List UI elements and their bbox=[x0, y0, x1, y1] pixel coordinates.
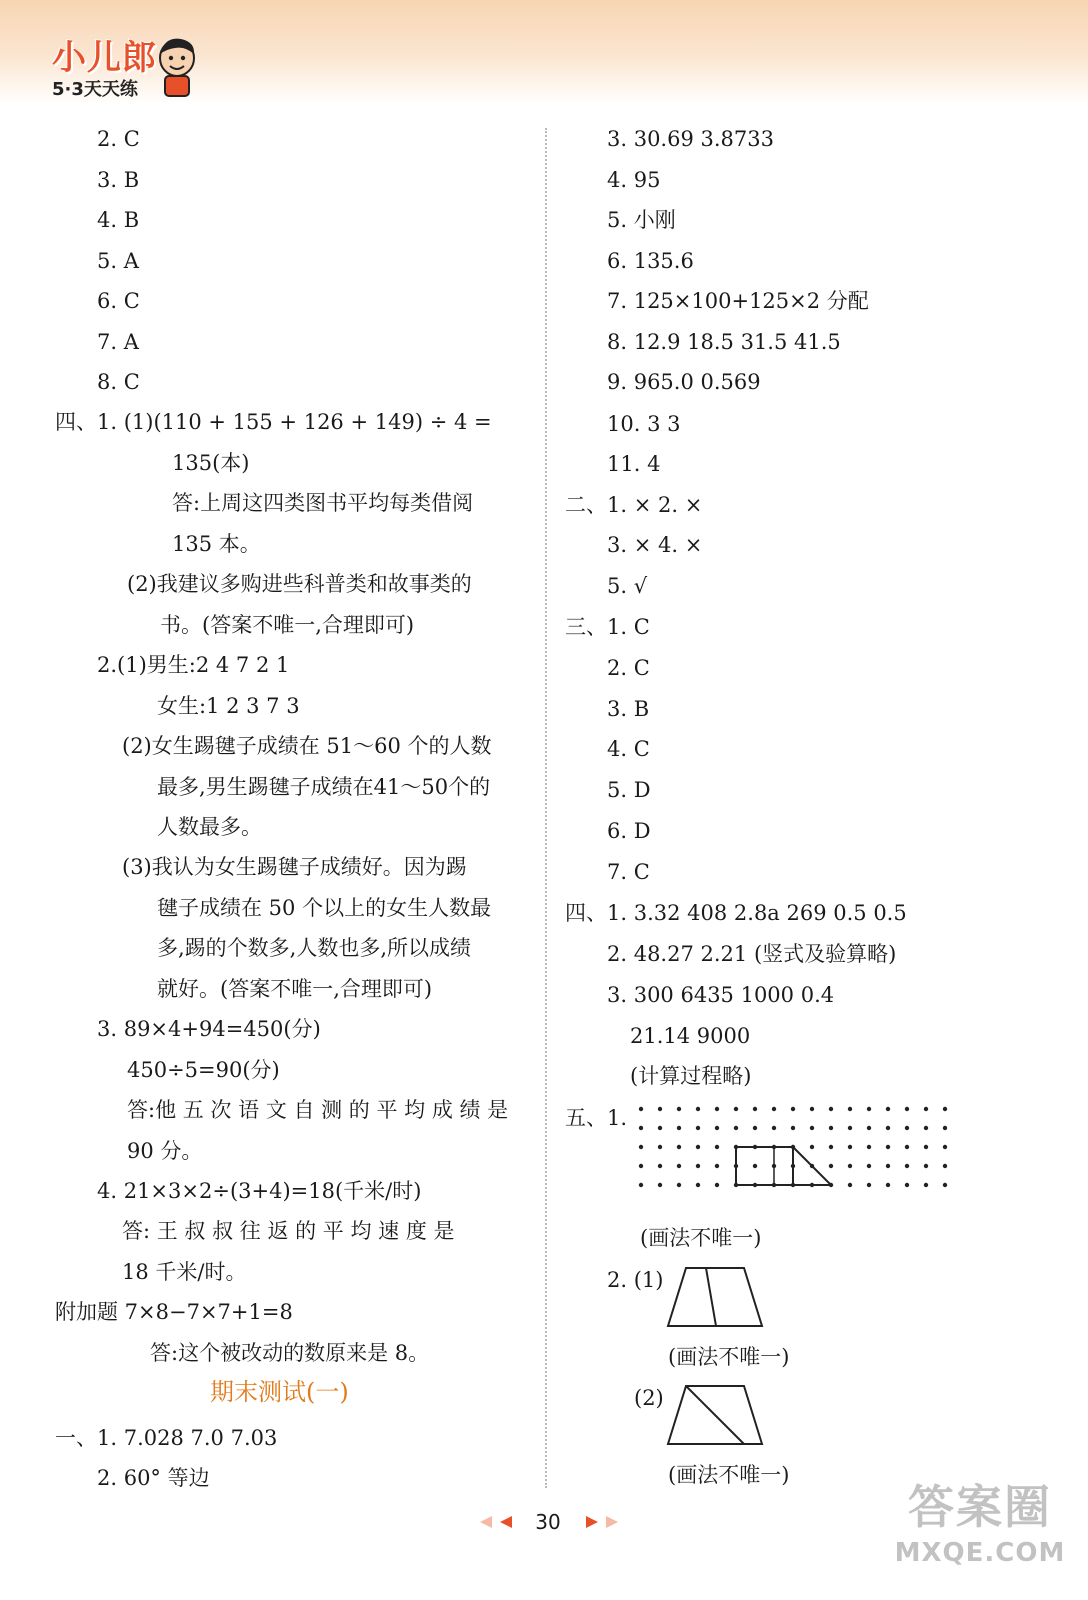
answer-line: 2. 60° 等边 bbox=[97, 1466, 210, 1490]
answer-line: 多,踢的个数多,人数也多,所以成绩 bbox=[157, 936, 472, 960]
answer-line: (画法不唯一) bbox=[640, 1226, 762, 1250]
answer-line: 18 千米/时。 bbox=[122, 1260, 247, 1284]
grid-dot bbox=[658, 1164, 662, 1168]
grid-dot bbox=[639, 1164, 643, 1168]
grid-dot bbox=[810, 1145, 814, 1149]
grid-dot bbox=[677, 1107, 681, 1111]
grid-dot bbox=[924, 1126, 928, 1130]
answer-line: (2) bbox=[634, 1386, 664, 1410]
answer-line: 最多,男生踢毽子成绩在41～50个的 bbox=[157, 775, 491, 799]
grid-dot bbox=[791, 1126, 795, 1130]
grid-dot bbox=[924, 1145, 928, 1149]
grid-dot bbox=[677, 1126, 681, 1130]
answer-line: 四、1. (1)(110 + 155 + 126 + 149) ÷ 4 = bbox=[55, 410, 492, 434]
grid-dot bbox=[829, 1107, 833, 1111]
grid-dot bbox=[639, 1107, 643, 1111]
grid-dot bbox=[848, 1164, 852, 1168]
grid-dot bbox=[639, 1126, 643, 1130]
answer-line: 3. 30.69 3.8733 bbox=[607, 127, 774, 151]
answer-line: 3. 89×4+94=450(分) bbox=[97, 1017, 321, 1041]
answer-line: 6. D bbox=[607, 819, 651, 843]
answer-line: (画法不唯一) bbox=[668, 1463, 790, 1487]
grid-dot bbox=[696, 1107, 700, 1111]
dot-grid-figure bbox=[637, 1104, 949, 1208]
trapezoid-figure-2 bbox=[664, 1382, 768, 1448]
grid-dot bbox=[829, 1126, 833, 1130]
answer-line: 答:上周这四类图书平均每类借阅 bbox=[172, 491, 474, 515]
answer-line: 135 本。 bbox=[172, 532, 261, 556]
grid-dot bbox=[715, 1183, 719, 1187]
grid-dot bbox=[924, 1164, 928, 1168]
grid-dot bbox=[886, 1126, 890, 1130]
answer-line: 8. C bbox=[97, 370, 140, 394]
grid-dot bbox=[867, 1126, 871, 1130]
grid-dot bbox=[886, 1164, 890, 1168]
boy-mascot-icon bbox=[155, 36, 199, 98]
grid-dot bbox=[886, 1145, 890, 1149]
grid-dot bbox=[696, 1183, 700, 1187]
grid-dot bbox=[905, 1164, 909, 1168]
grid-dot bbox=[867, 1183, 871, 1187]
watermark-line-1: 答案圈 bbox=[908, 1480, 1052, 1534]
answer-line: 135(本) bbox=[172, 451, 250, 475]
grid-dot bbox=[715, 1145, 719, 1149]
grid-dot bbox=[943, 1107, 947, 1111]
grid-dot bbox=[734, 1107, 738, 1111]
answer-line: 毽子成绩在 50 个以上的女生人数最 bbox=[157, 896, 492, 920]
column-divider bbox=[545, 128, 547, 1488]
grid-dot bbox=[943, 1183, 947, 1187]
answer-line: 女生:1 2 3 7 3 bbox=[157, 694, 300, 718]
answer-line: 3. 300 6435 1000 0.4 bbox=[607, 983, 835, 1007]
answer-line: (画法不唯一) bbox=[668, 1345, 790, 1369]
answer-line: 4. C bbox=[607, 737, 650, 761]
grid-dot bbox=[943, 1164, 947, 1168]
grid-dot bbox=[867, 1164, 871, 1168]
grid-dot bbox=[677, 1164, 681, 1168]
grid-dot bbox=[943, 1145, 947, 1149]
answer-line: 9. 965.0 0.569 bbox=[607, 370, 761, 394]
grid-dot bbox=[943, 1126, 947, 1130]
answer-line: 2. C bbox=[607, 656, 650, 680]
trapezoid-figure-1 bbox=[664, 1264, 768, 1330]
answer-line: 4. 95 bbox=[607, 168, 661, 192]
grid-dot bbox=[753, 1107, 757, 1111]
answer-line: 二、1. × 2. × bbox=[565, 493, 703, 517]
answer-line: (2)我建议多购进些科普类和故事类的 bbox=[127, 572, 472, 596]
grid-dot bbox=[696, 1145, 700, 1149]
answer-line: 6. C bbox=[97, 289, 140, 313]
answer-line: 答:这个被改动的数原来是 8。 bbox=[150, 1341, 430, 1365]
answer-line: 人数最多。 bbox=[157, 815, 262, 839]
brand-logo bbox=[52, 30, 157, 101]
grid-dot bbox=[867, 1145, 871, 1149]
grid-dot bbox=[905, 1145, 909, 1149]
answer-line: 7. A bbox=[97, 330, 139, 354]
grid-dot bbox=[715, 1164, 719, 1168]
grid-dot bbox=[696, 1126, 700, 1130]
page-number: 30 bbox=[535, 1510, 561, 1534]
answer-line: 答: 王 叔 叔 往 返 的 平 均 速 度 是 bbox=[122, 1219, 455, 1243]
answer-line: 3. × 4. × bbox=[607, 533, 703, 557]
grid-dot bbox=[905, 1126, 909, 1130]
grid-dot bbox=[753, 1164, 757, 1168]
answer-line: 2.(1)男生:2 4 7 2 1 bbox=[97, 653, 290, 677]
grid-dot bbox=[905, 1107, 909, 1111]
grid-dot bbox=[734, 1126, 738, 1130]
grid-dot bbox=[658, 1183, 662, 1187]
grid-dot bbox=[867, 1107, 871, 1111]
grid-dot bbox=[886, 1107, 890, 1111]
grid-dot bbox=[791, 1107, 795, 1111]
grid-dot bbox=[924, 1183, 928, 1187]
answer-line: 书。(答案不唯一,合理即可) bbox=[160, 613, 415, 637]
answer-line: 一、1. 7.028 7.0 7.03 bbox=[55, 1426, 278, 1450]
section-title: 期末测试(一) bbox=[210, 1378, 349, 1406]
grid-dot bbox=[639, 1183, 643, 1187]
grid-dot bbox=[848, 1126, 852, 1130]
series-name: 5·3天天练 bbox=[52, 79, 138, 100]
grid-dot bbox=[810, 1126, 814, 1130]
answer-line: 21.14 9000 bbox=[630, 1024, 751, 1048]
grid-dot bbox=[677, 1145, 681, 1149]
grid-dot bbox=[715, 1107, 719, 1111]
answer-line: 2. (1) bbox=[607, 1268, 664, 1292]
answer-line: 三、1. C bbox=[565, 615, 650, 639]
grid-dot bbox=[696, 1164, 700, 1168]
answer-line: 11. 4 bbox=[607, 452, 661, 476]
answer-line: 4. B bbox=[97, 208, 140, 232]
answer-line: 2. 48.27 2.21 (竖式及验算略) bbox=[607, 942, 897, 966]
grid-dot bbox=[848, 1107, 852, 1111]
grid-dot bbox=[658, 1145, 662, 1149]
brand-name: 小儿郎 bbox=[52, 38, 157, 78]
grid-dot bbox=[658, 1107, 662, 1111]
answer-line: 10. 3 3 bbox=[607, 412, 681, 436]
grid-dot bbox=[677, 1183, 681, 1187]
answer-line: 5. D bbox=[607, 778, 651, 802]
answer-line: 2. C bbox=[97, 127, 140, 151]
grid-dot bbox=[829, 1164, 833, 1168]
answer-line: 附加题 7×8−7×7+1=8 bbox=[55, 1300, 293, 1324]
answer-line: 四、1. 3.32 408 2.8a 269 0.5 0.5 bbox=[565, 901, 907, 925]
answer-line: 4. 21×3×2÷(3+4)=18(千米/时) bbox=[97, 1179, 422, 1203]
grid-dot bbox=[772, 1107, 776, 1111]
grid-dot bbox=[639, 1145, 643, 1149]
answer-line: 5. 小刚 bbox=[607, 208, 676, 232]
answer-line: 答:他 五 次 语 文 自 测 的 平 均 成 绩 是 bbox=[127, 1098, 509, 1122]
prev-arrows-icon bbox=[480, 1515, 514, 1529]
grid-dot bbox=[905, 1183, 909, 1187]
site-watermark bbox=[890, 1478, 1070, 1588]
answer-line: 5. √ bbox=[607, 574, 648, 598]
answer-line: (3)我认为女生踢毽子成绩好。因为踢 bbox=[122, 855, 467, 879]
watermark-line-2: MXQE.COM bbox=[894, 1538, 1066, 1568]
answer-line: 3. B bbox=[97, 168, 140, 192]
next-arrows-icon bbox=[584, 1515, 618, 1529]
grid-dot bbox=[810, 1107, 814, 1111]
grid-dot bbox=[924, 1107, 928, 1111]
grid-dot bbox=[829, 1145, 833, 1149]
answer-line: 5. A bbox=[97, 249, 139, 273]
answer-line: 450÷5=90(分) bbox=[127, 1058, 280, 1082]
answer-line: 7. 125×100+125×2 分配 bbox=[607, 289, 869, 313]
answer-line: (计算过程略) bbox=[630, 1064, 752, 1088]
answer-line: 8. 12.9 18.5 31.5 41.5 bbox=[607, 330, 841, 354]
grid-dot bbox=[753, 1126, 757, 1130]
grid-dot bbox=[848, 1145, 852, 1149]
grid-dot bbox=[772, 1126, 776, 1130]
grid-dot bbox=[848, 1183, 852, 1187]
answer-line: 就好。(答案不唯一,合理即可) bbox=[157, 977, 433, 1001]
answer-line: 五、1. bbox=[565, 1106, 628, 1130]
answer-line: (2)女生踢毽子成绩在 51～60 个的人数 bbox=[122, 734, 492, 758]
grid-dot bbox=[658, 1126, 662, 1130]
answer-line: 3. B bbox=[607, 697, 650, 721]
grid-dot bbox=[886, 1183, 890, 1187]
answer-line: 6. 135.6 bbox=[607, 249, 694, 273]
grid-dot bbox=[715, 1126, 719, 1130]
answer-line: 90 分。 bbox=[127, 1139, 203, 1163]
answer-line: 7. C bbox=[607, 860, 650, 884]
